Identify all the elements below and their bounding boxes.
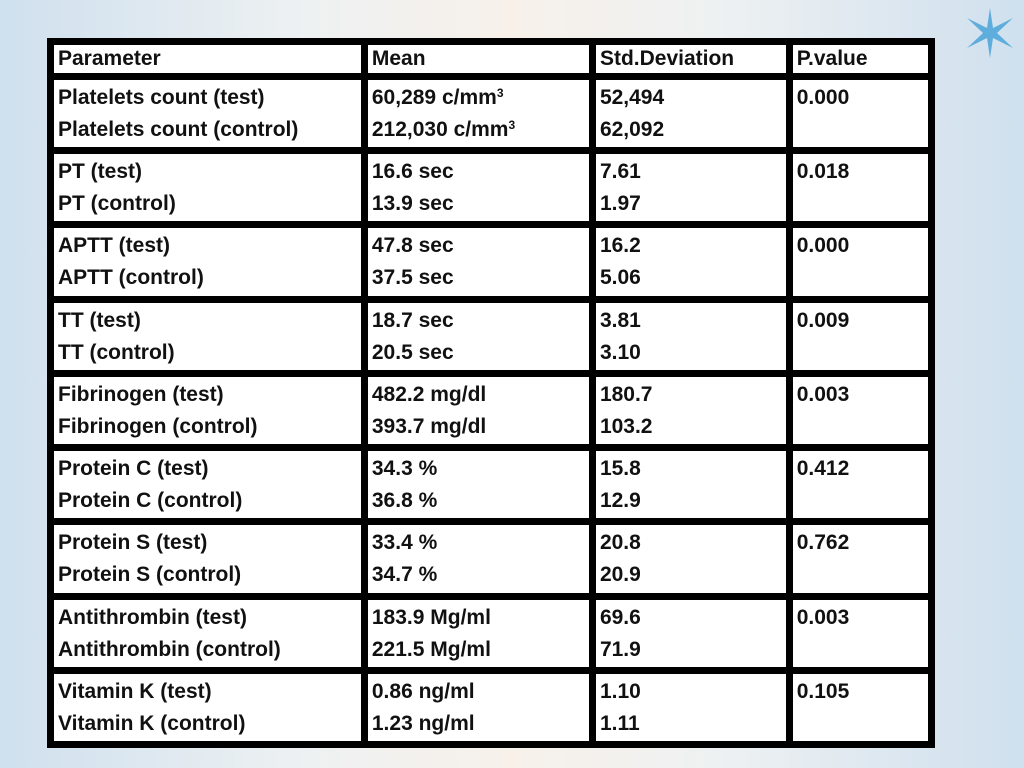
p-value-cell <box>793 228 928 295</box>
cell-text: 221.5 Mg/ml <box>371 637 491 661</box>
mean-value <box>372 379 585 411</box>
cell-text: Platelets count (control) <box>58 118 299 141</box>
mean-value <box>372 559 585 591</box>
table-row <box>54 377 928 444</box>
cell-text: 3.81 <box>599 308 641 332</box>
cell-text: 62,092 <box>599 118 665 141</box>
cell-text: 60,289 c/mm <box>371 86 497 109</box>
parameter-label <box>58 230 357 262</box>
cell-text: 180.7 <box>599 382 653 406</box>
star-shape <box>967 8 1013 58</box>
mean-value <box>372 188 585 220</box>
cell-text: 212,030 c/mm <box>371 118 509 141</box>
mean-value <box>372 156 585 188</box>
parameter-cell <box>54 451 361 518</box>
p-value: 0.009 <box>796 308 850 332</box>
parameter-label <box>58 676 357 708</box>
p-value-cell <box>793 525 928 592</box>
mean-cell <box>368 600 589 667</box>
std-value <box>600 188 782 220</box>
cell-text: 69.6 <box>599 605 641 629</box>
p-value-cell <box>793 154 928 221</box>
parameter-label <box>58 708 357 740</box>
parameter-label <box>58 453 357 485</box>
parameter-cell <box>54 600 361 667</box>
parameter-label <box>58 527 357 559</box>
p-value: 0.000 <box>796 86 850 109</box>
cell-text: Protein S (test) <box>58 531 208 555</box>
parameter-label <box>58 337 357 369</box>
parameter-cell <box>54 674 361 741</box>
parameter-cell <box>54 525 361 592</box>
cell-text: 34.7 % <box>371 563 438 587</box>
std-value <box>600 411 782 443</box>
table-row <box>54 80 928 147</box>
cell-text: APTT (control) <box>58 266 204 290</box>
parameter-label <box>58 559 357 591</box>
parameter-label <box>58 305 357 337</box>
cell-text: 47.8 sec <box>371 234 454 258</box>
cell-text: 34.3 % <box>371 457 438 481</box>
cell-text: TT (test) <box>58 308 141 332</box>
cell-text: 1.10 <box>599 679 641 703</box>
mean-value <box>372 676 585 708</box>
parameter-label <box>58 188 357 220</box>
cell-text: 16.2 <box>599 234 641 258</box>
mean-cell <box>368 303 589 370</box>
star-icon <box>963 6 1017 60</box>
table-body <box>54 80 928 741</box>
p-value-cell <box>793 303 928 370</box>
std-value <box>600 708 782 740</box>
cell-text: 482.2 mg/dl <box>371 382 487 406</box>
mean-value <box>372 337 585 369</box>
parameter-label <box>58 114 357 146</box>
std-value <box>600 676 782 708</box>
cell-text: 20.9 <box>599 563 641 587</box>
cell-text: 52,494 <box>599 86 665 109</box>
std-value <box>600 559 782 591</box>
header-p-value: P.value <box>793 45 928 73</box>
cell-text: 1.97 <box>599 192 641 216</box>
std-value <box>600 453 782 485</box>
cell-text: 20.5 sec <box>371 340 454 364</box>
unit-superscript: 3 <box>508 118 516 132</box>
cell-text: 0.86 ng/ml <box>371 679 475 703</box>
table-row <box>54 228 928 295</box>
table-row <box>54 525 928 592</box>
std-value <box>600 485 782 517</box>
mean-value <box>372 262 585 294</box>
table-row <box>54 600 928 667</box>
p-value-cell <box>793 80 928 147</box>
parameter-label <box>58 82 357 114</box>
cell-text: Antithrombin (control) <box>58 637 281 661</box>
cell-text: Platelets count (test) <box>58 86 265 109</box>
p-value: 0.003 <box>796 605 850 629</box>
parameter-label <box>58 262 357 294</box>
p-value: 0.762 <box>796 531 850 555</box>
mean-cell <box>368 525 589 592</box>
cell-text: 3.10 <box>599 340 641 364</box>
p-value-cell <box>793 451 928 518</box>
cell-text: 16.6 sec <box>371 160 454 184</box>
cell-text: 36.8 % <box>371 489 438 513</box>
header-mean: Mean <box>368 45 589 73</box>
results-table <box>47 38 935 748</box>
table-row <box>54 674 928 741</box>
cell-text: 5.06 <box>599 266 641 290</box>
header-std-deviation: Std.Deviation <box>596 45 786 73</box>
parameter-cell <box>54 377 361 444</box>
cell-text: 37.5 sec <box>371 266 454 290</box>
cell-text: 33.4 % <box>371 531 438 555</box>
parameter-cell <box>54 154 361 221</box>
table-row <box>54 154 928 221</box>
mean-value <box>372 453 585 485</box>
cell-text: Fibrinogen (control) <box>58 414 258 438</box>
p-value: 0.412 <box>796 457 850 481</box>
header-row <box>54 45 928 73</box>
p-value: 0.000 <box>796 234 850 258</box>
mean-cell <box>368 377 589 444</box>
mean-cell <box>368 451 589 518</box>
parameter-label <box>58 602 357 634</box>
mean-value <box>372 114 585 146</box>
cell-text: 103.2 <box>599 414 653 438</box>
mean-value <box>372 708 585 740</box>
cell-text: PT (control) <box>58 192 176 216</box>
cell-text: Protein C (control) <box>58 489 243 513</box>
mean-value <box>372 527 585 559</box>
parameter-label <box>58 379 357 411</box>
cell-text: 1.23 ng/ml <box>371 711 475 735</box>
p-value-cell <box>793 600 928 667</box>
mean-cell <box>368 228 589 295</box>
std-deviation-cell <box>596 674 786 741</box>
std-deviation-cell <box>596 525 786 592</box>
std-value <box>600 305 782 337</box>
mean-value <box>372 602 585 634</box>
std-deviation-cell <box>596 600 786 667</box>
mean-value <box>372 82 585 114</box>
parameter-cell <box>54 80 361 147</box>
std-value <box>600 230 782 262</box>
cell-text: Antithrombin (test) <box>58 605 247 629</box>
cell-text: Vitamin K (control) <box>58 711 246 735</box>
p-value: 0.018 <box>796 160 850 184</box>
table-row <box>54 451 928 518</box>
std-value <box>600 156 782 188</box>
p-value-cell <box>793 674 928 741</box>
parameter-cell <box>54 303 361 370</box>
std-deviation-cell <box>596 154 786 221</box>
std-value <box>600 602 782 634</box>
cell-text: 13.9 sec <box>371 192 454 216</box>
mean-value <box>372 634 585 666</box>
std-value <box>600 337 782 369</box>
parameter-cell <box>54 228 361 295</box>
mean-value <box>372 411 585 443</box>
p-value: 0.105 <box>796 679 850 703</box>
unit-superscript: 3 <box>496 86 504 100</box>
std-value <box>600 82 782 114</box>
cell-text: 12.9 <box>599 489 641 513</box>
mean-cell <box>368 674 589 741</box>
std-deviation-cell <box>596 303 786 370</box>
std-deviation-cell <box>596 377 786 444</box>
cell-text: 7.61 <box>599 160 641 184</box>
parameter-label <box>58 156 357 188</box>
std-value <box>600 527 782 559</box>
mean-value <box>372 230 585 262</box>
p-value: 0.003 <box>796 382 850 406</box>
cell-text: PT (test) <box>58 160 142 184</box>
cell-text: 20.8 <box>599 531 641 555</box>
cell-text: Protein C (test) <box>58 457 209 481</box>
table-row <box>54 303 928 370</box>
parameter-label <box>58 485 357 517</box>
std-value <box>600 634 782 666</box>
cell-text: 393.7 mg/dl <box>371 414 487 438</box>
header-parameter: Parameter <box>54 45 361 73</box>
std-value <box>600 114 782 146</box>
std-deviation-cell <box>596 451 786 518</box>
cell-text: TT (control) <box>58 340 175 364</box>
cell-text: Fibrinogen (test) <box>58 382 224 406</box>
mean-value <box>372 305 585 337</box>
parameter-label <box>58 411 357 443</box>
mean-value <box>372 485 585 517</box>
std-deviation-cell <box>596 228 786 295</box>
parameter-label <box>58 634 357 666</box>
std-deviation-cell <box>596 80 786 147</box>
std-value <box>600 262 782 294</box>
cell-text: Protein S (control) <box>58 563 242 587</box>
p-value-cell <box>793 377 928 444</box>
cell-text: 15.8 <box>599 457 641 481</box>
cell-text: 18.7 sec <box>371 308 454 332</box>
cell-text: APTT (test) <box>58 234 170 258</box>
std-value <box>600 379 782 411</box>
mean-cell <box>368 154 589 221</box>
cell-text: Vitamin K (test) <box>58 679 212 703</box>
cell-text: 183.9 Mg/ml <box>371 605 491 629</box>
cell-text: 71.9 <box>599 637 641 661</box>
mean-cell <box>368 80 589 147</box>
cell-text: 1.11 <box>599 711 640 735</box>
